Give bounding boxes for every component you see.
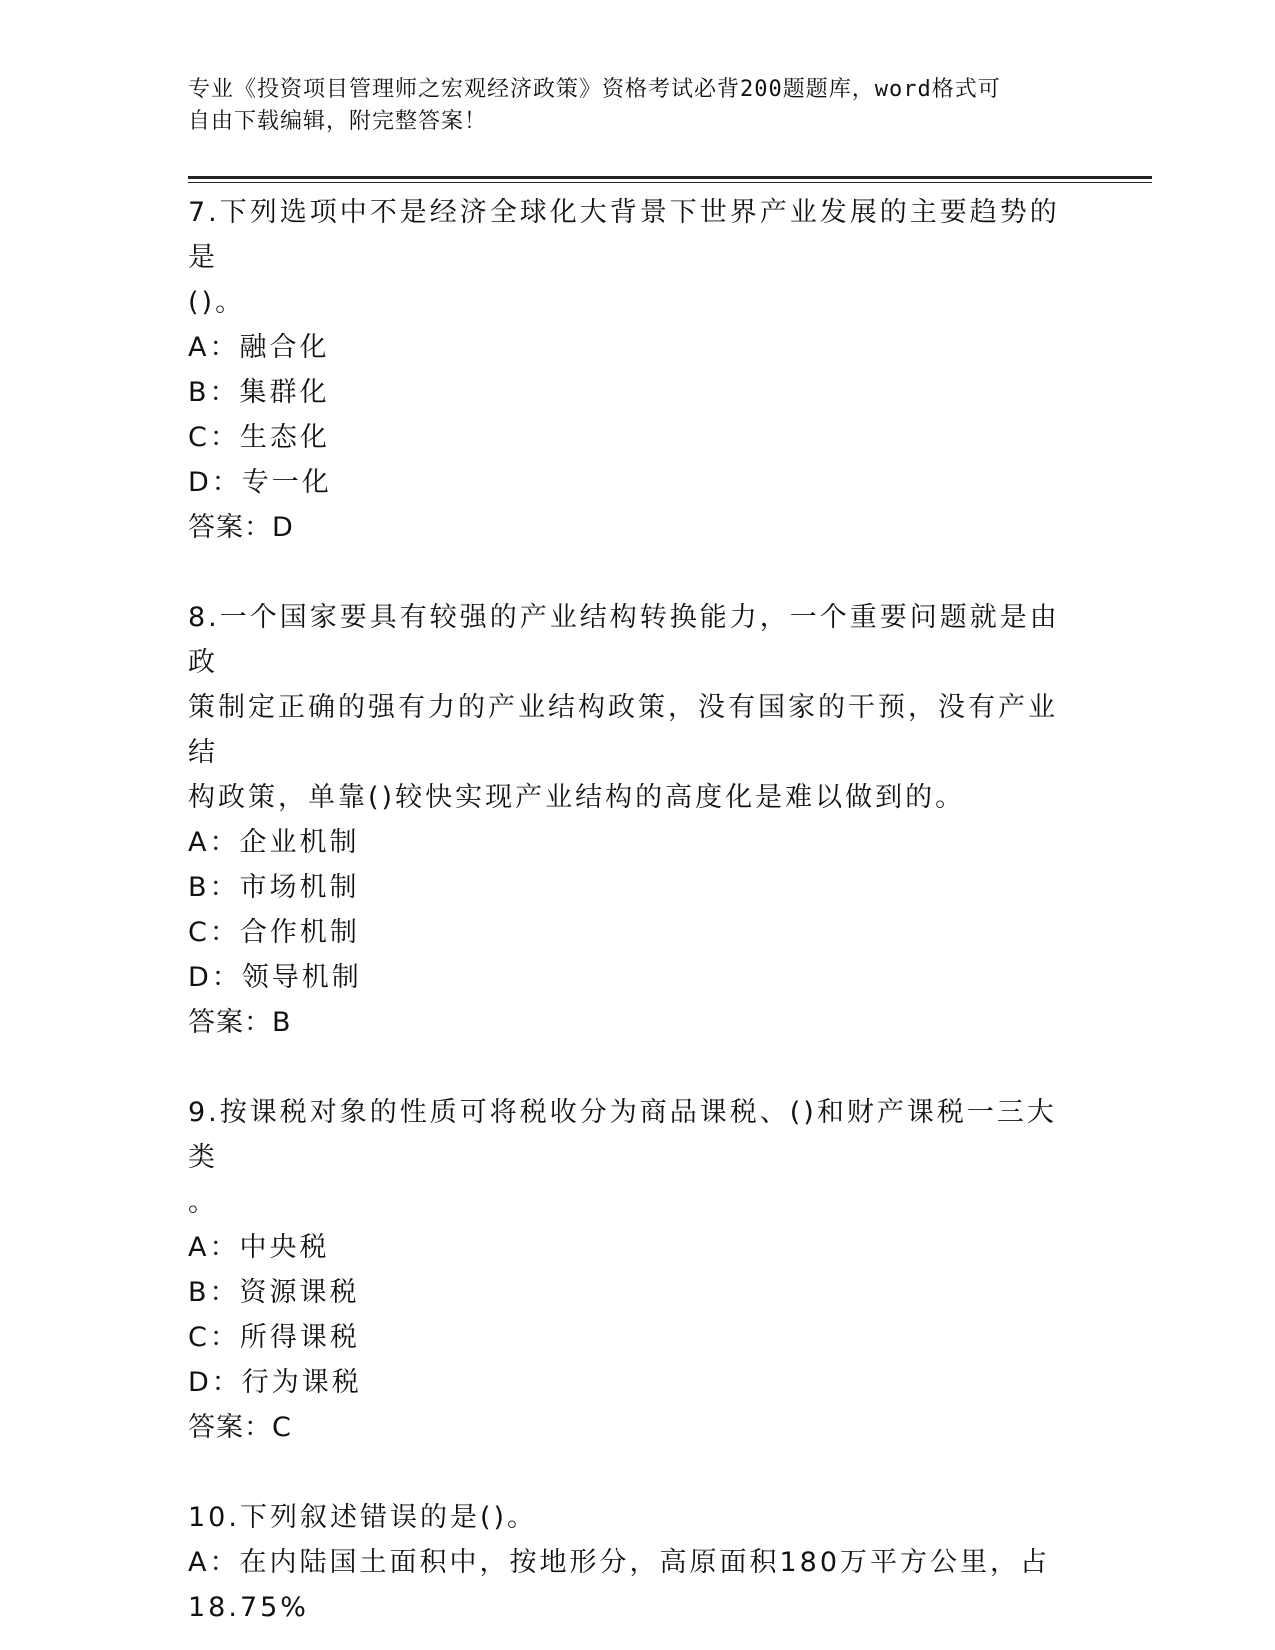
- document-header: [188, 74, 1068, 138]
- question-text-line: 8.一个国家要具有较强的产业结构转换能力，一个重要问题就是由政: [188, 602, 1060, 678]
- spacer: [188, 550, 1068, 595]
- answer: 答案：B: [188, 1007, 292, 1038]
- spacer: [188, 1045, 1068, 1090]
- option-d: D：行为课税: [188, 1367, 362, 1398]
- question-text-line: 策制定正确的强有力的产业结构政策，没有国家的干预，没有产业结: [188, 692, 1058, 768]
- option-a: A：中央税: [188, 1232, 330, 1263]
- option-a: A：企业机制: [188, 827, 360, 858]
- header-line-1: 专业《投资项目管理师之宏观经济政策》资格考试必背200题题库，word格式可: [188, 77, 1001, 102]
- question-text-line: 构政策，单靠()较快实现产业结构的高度化是难以做到的。: [188, 782, 966, 813]
- header-divider-thin: [188, 182, 1152, 183]
- question-list: [188, 190, 1068, 1630]
- option-c: C：合作机制: [188, 917, 360, 948]
- question-text-line: 10.下列叙述错误的是()。: [188, 1502, 538, 1533]
- spacer: [188, 1450, 1068, 1495]
- answer: 答案：C: [188, 1412, 292, 1443]
- option-c: C：生态化: [188, 422, 330, 453]
- question-text-line: 7.下列选项中不是经济全球化大背景下世界产业发展的主要趋势的是: [188, 197, 1060, 273]
- question-8: [188, 595, 1068, 1045]
- question-text-line: 。: [188, 1187, 218, 1218]
- question-text-line: 9.按课税对象的性质可将税收分为商品课税、()和财产课税一三大类: [188, 1097, 1057, 1173]
- option-a: A：融合化: [188, 332, 330, 363]
- option-d: D：专一化: [188, 467, 332, 498]
- question-10: [188, 1495, 1068, 1630]
- header-line-2: 自由下载编辑，附完整答案！: [188, 109, 488, 134]
- answer: 答案：D: [188, 512, 294, 543]
- question-7: [188, 190, 1068, 550]
- option-b: B：集群化: [188, 377, 330, 408]
- question-9: [188, 1090, 1068, 1450]
- question-text-line: ()。: [188, 287, 246, 318]
- option-b: B：市场机制: [188, 872, 360, 903]
- option-a: A：在内陆国土面积中，按地形分，高原面积180万平方公里，占: [188, 1547, 1051, 1578]
- header-divider-thick: [188, 176, 1152, 179]
- option-b: B：资源课税: [188, 1277, 360, 1308]
- option-c: C：所得课税: [188, 1322, 360, 1353]
- option-d: D：领导机制: [188, 962, 362, 993]
- option-a-continued: 18.75%: [188, 1592, 309, 1623]
